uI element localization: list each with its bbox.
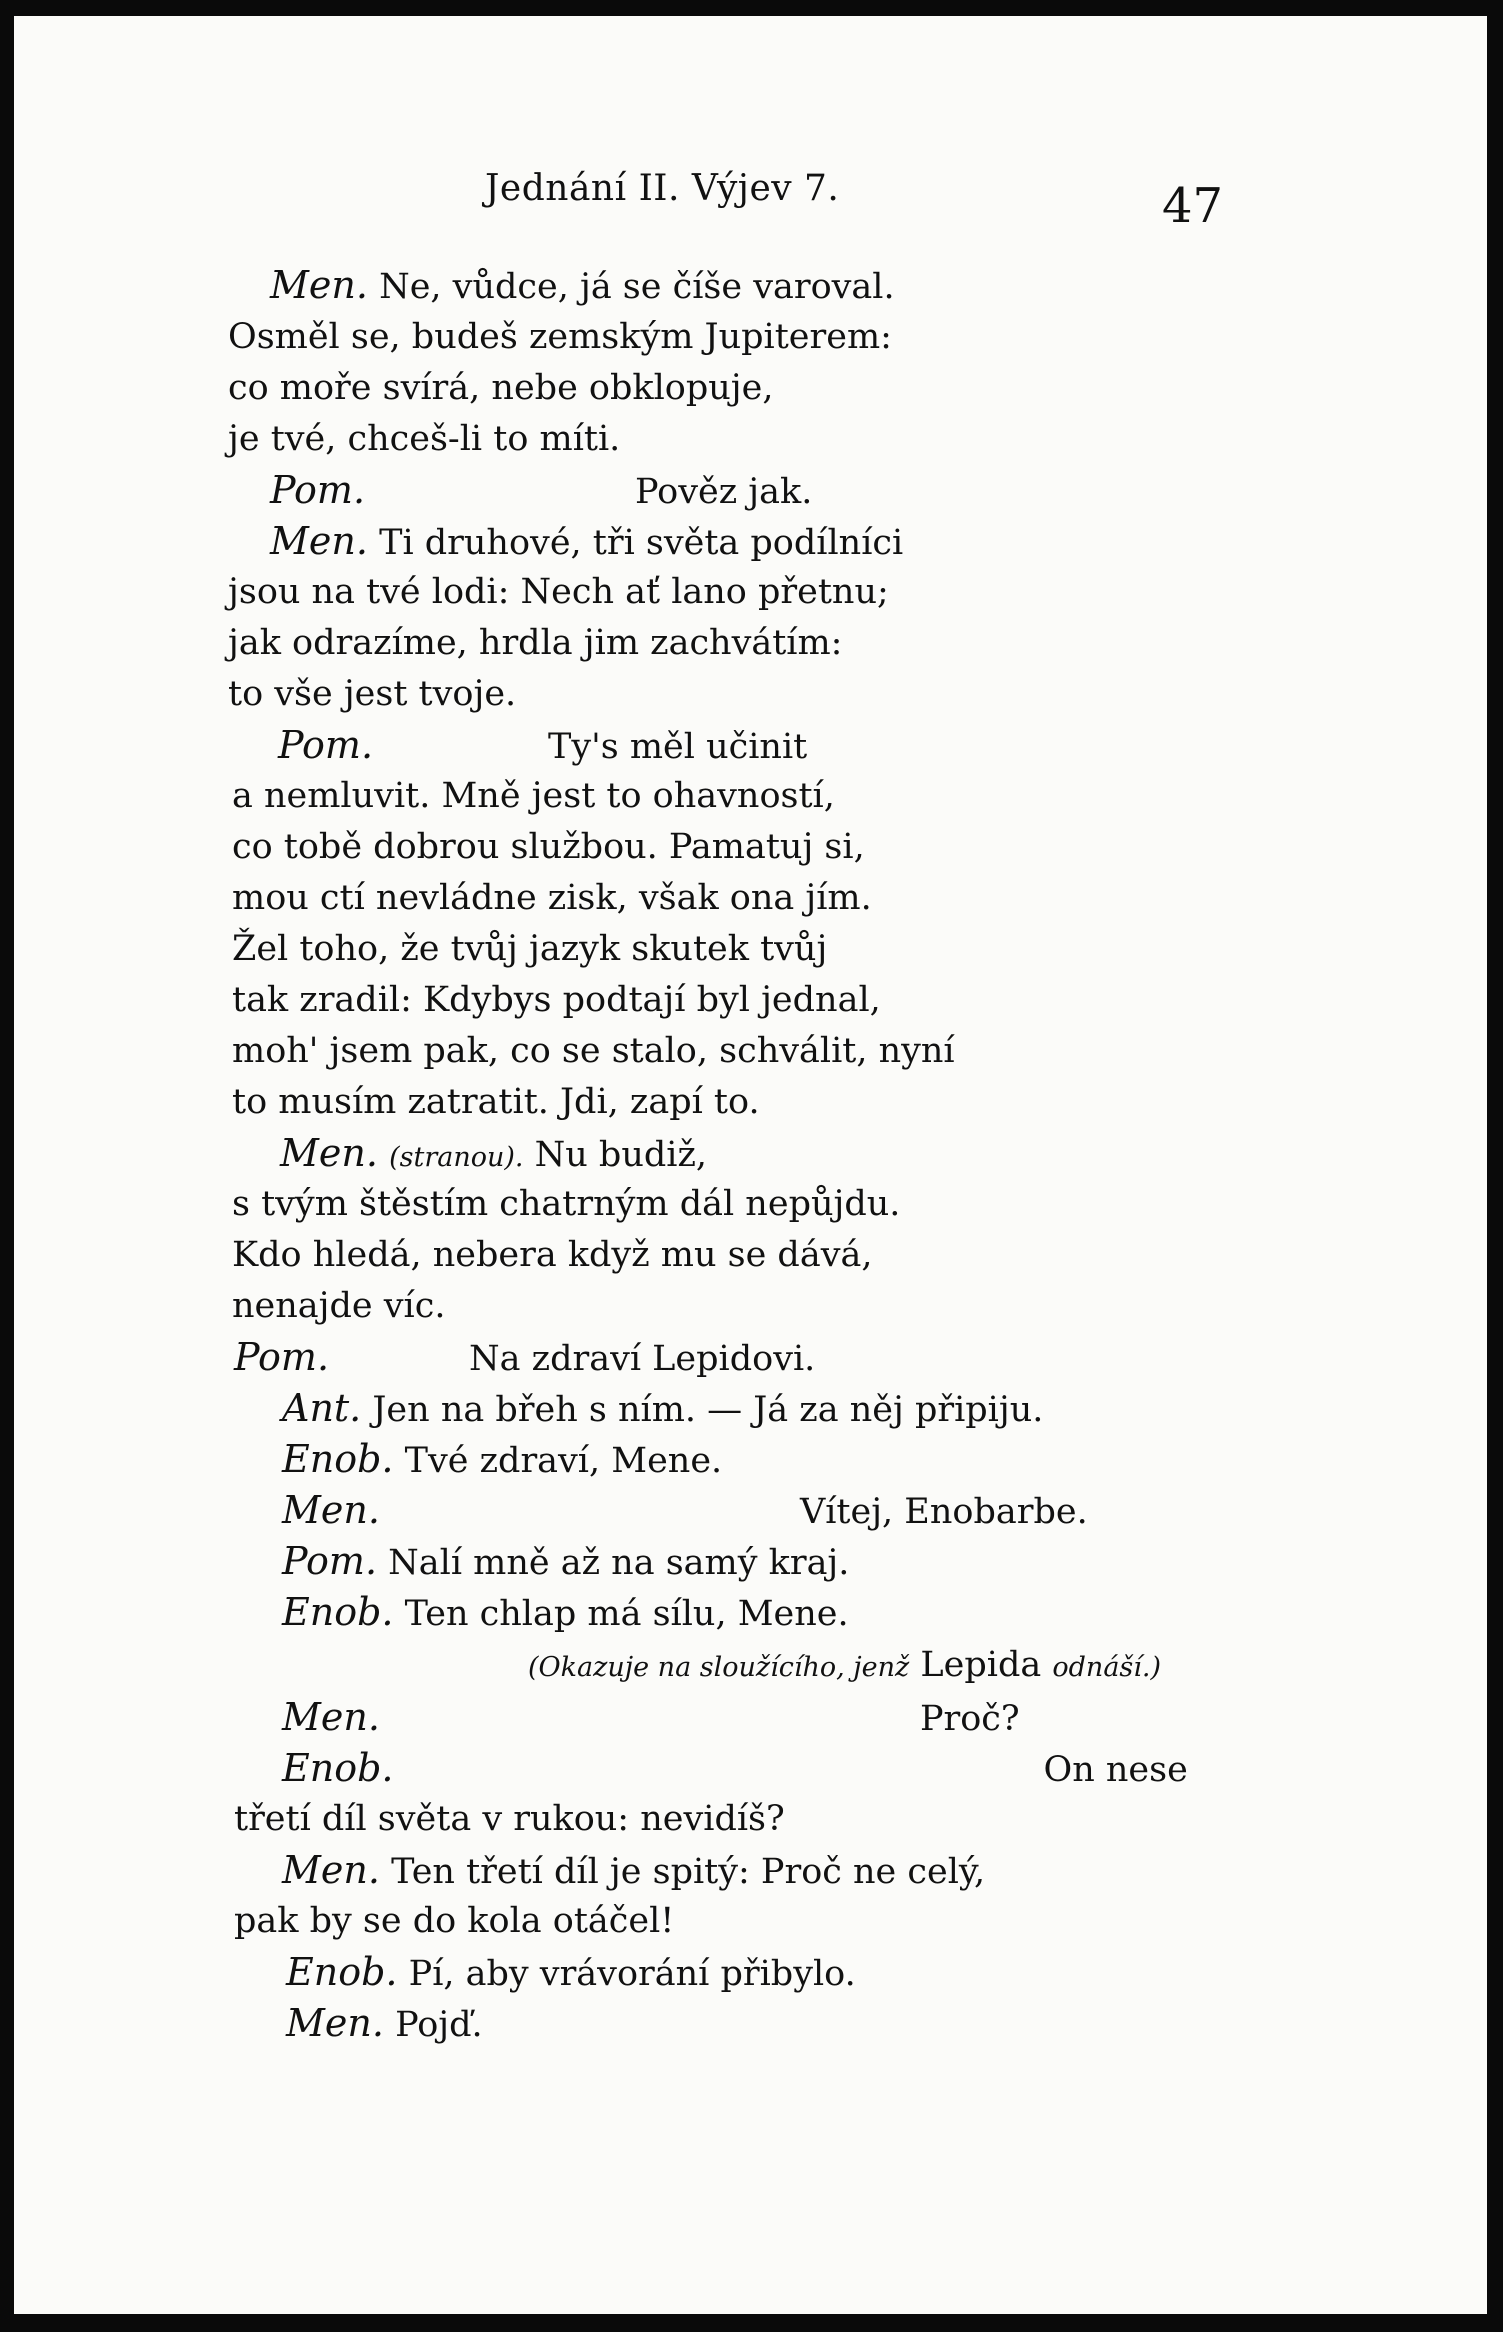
verse-text: Ne, vůdce, já se číše varoval.: [379, 267, 895, 307]
verse-line: [270, 521, 903, 563]
verse-line: tak zradil: Kdybys podtají byl jednal,: [232, 980, 881, 1020]
speaker-name: Pom.: [234, 1335, 330, 1379]
verse-line: a nemluvit. Mně jest to ohavností,: [232, 776, 835, 816]
verse-line: [286, 2003, 483, 2045]
stage-direction-line: [528, 1645, 1161, 1688]
verse-line: s tvým štěstím chatrným dál nepůjdu.: [232, 1184, 901, 1224]
running-title: Jednání II. Výjev 7.: [485, 168, 840, 209]
speaker-name: Enob.: [286, 1950, 398, 1994]
verse-line: to vše jest tvoje.: [228, 674, 517, 714]
stage-direction: odnáší.): [1052, 1652, 1162, 1683]
speaker-name: Pom.: [282, 1539, 378, 1583]
speaker-name: Enob.: [282, 1590, 394, 1634]
verse-line: Žel toho, že tvůj jazyk skutek tvůj: [232, 929, 828, 969]
speaker-name: Men.: [286, 2001, 384, 2045]
verse-line: co tobě dobrou službou. Pamatuj si,: [232, 827, 865, 867]
stage-direction: (stranou).: [389, 1142, 524, 1173]
verse-line: [282, 1697, 1020, 1739]
verse-text: On nese: [1043, 1750, 1188, 1790]
verse-line: je tvé, chceš-li to míti.: [228, 419, 621, 459]
verse-text: Ten chlap má sílu, Mene.: [404, 1594, 849, 1634]
verse-line: [234, 1337, 815, 1379]
speaker-name: Men.: [282, 1848, 380, 1892]
verse-line: nenajde víc.: [232, 1286, 446, 1326]
verse-text: Pojď.: [395, 2005, 483, 2045]
verse-text: Nu budiž,: [534, 1135, 708, 1175]
verse-line: [270, 265, 895, 307]
verse-text: Na zdraví Lepidovi.: [469, 1339, 816, 1379]
verse-line: [286, 1952, 856, 1994]
verse-line: Kdo hledá, nebera když mu se dává,: [232, 1235, 873, 1275]
speaker-name: Men.: [280, 1131, 378, 1175]
speaker-name: Men.: [282, 1695, 380, 1739]
verse-line: [282, 1592, 849, 1634]
verse-line: to musím zatratit. Jdi, zapí to.: [232, 1082, 760, 1122]
verse-text: Ten třetí díl je spitý: Proč ne celý,: [391, 1852, 986, 1892]
verse-text: Proč?: [919, 1699, 1020, 1739]
verse-line: [282, 1748, 1188, 1790]
verse-text: Pověz jak.: [635, 472, 813, 512]
speaker-name: Men.: [270, 519, 368, 563]
verse-line: jak odrazíme, hrdla jim zachvátím:: [228, 623, 843, 663]
speaker-name: Men.: [282, 1488, 380, 1532]
speaker-name: Men.: [270, 263, 368, 307]
verse-text: Pí, aby vrávorání přibylo.: [408, 1954, 856, 1994]
speaker-name: Ant.: [282, 1386, 362, 1430]
verse-text: Ti druhové, tři světa podílníci: [379, 523, 904, 563]
speaker-name: Pom.: [270, 468, 366, 512]
verse-line: [282, 1541, 849, 1583]
verse-line: pak by se do kola otáčel!: [234, 1901, 675, 1941]
verse-text: Ty's měl učinit: [548, 727, 808, 767]
character-name: Lepida: [920, 1645, 1042, 1685]
verse-line: [270, 470, 812, 512]
verse-line: [282, 1388, 1043, 1430]
verse-text: Tvé zdraví, Mene.: [404, 1441, 723, 1481]
speaker-name: Enob.: [282, 1746, 394, 1790]
verse-line: co moře svírá, nebe obklopuje,: [228, 368, 774, 408]
speaker-name: Enob.: [282, 1437, 394, 1481]
verse-line: [282, 1850, 985, 1892]
verse-text: Nalí mně až na samý kraj.: [388, 1543, 850, 1583]
verse-line: [282, 1490, 1088, 1532]
verse-line: [278, 725, 807, 767]
verse-line: třetí díl světa v rukou: nevidíš?: [234, 1799, 785, 1839]
verse-line: jsou na tvé lodi: Nech ať lano přetnu;: [228, 572, 889, 612]
verse-line: moh' jsem pak, co se stalo, schválit, nyní: [232, 1031, 955, 1071]
verse-text: Vítej, Enobarbe.: [799, 1492, 1088, 1532]
speaker-name: Pom.: [278, 723, 374, 767]
verse-line: mou ctí nevládne zisk, však ona jím.: [232, 878, 872, 918]
verse-line: [282, 1439, 722, 1481]
stage-direction: (Okazuje na sloužícího, jenž: [528, 1652, 910, 1683]
verse-line: Osměl se, budeš zemským Jupiterem:: [228, 317, 892, 357]
page-number: 47: [1162, 178, 1224, 234]
verse-text: Jen na břeh s ním. — Já za něj připiju.: [372, 1390, 1044, 1430]
verse-line: [280, 1133, 707, 1178]
